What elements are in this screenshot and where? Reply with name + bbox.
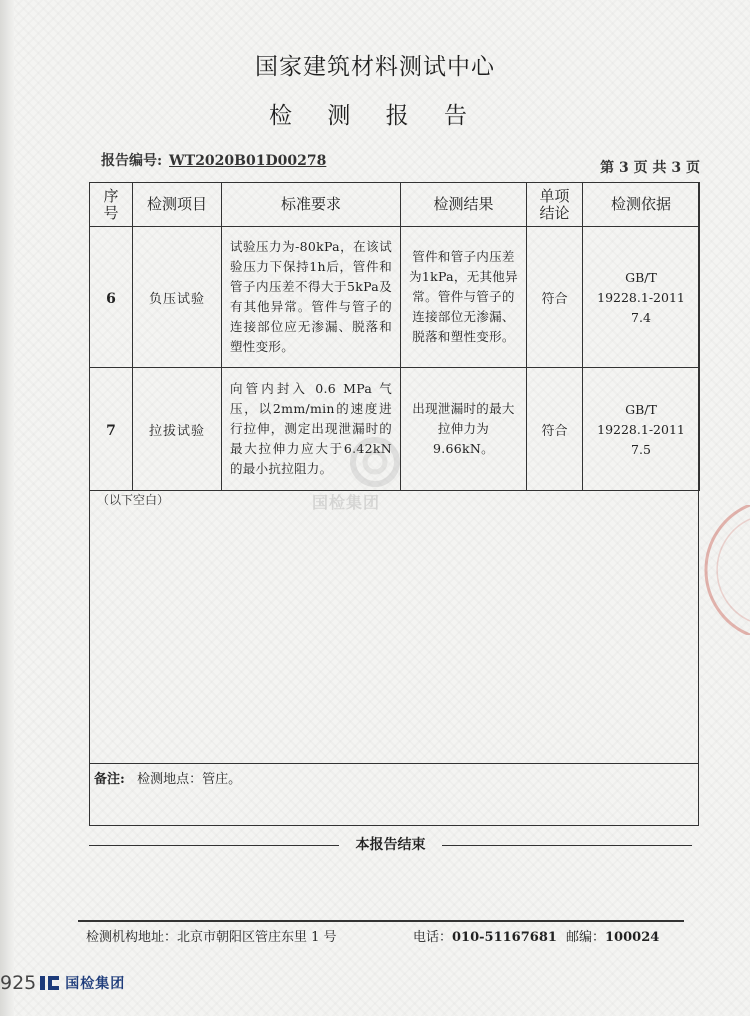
cell-item [133, 368, 222, 491]
cell-result [401, 227, 527, 368]
brand-logo-icon [39, 973, 61, 993]
row-result: 出现泄漏时的最大拉伸力为9.66kN。 [412, 401, 515, 456]
phone-label: 电话： [413, 930, 453, 945]
table-header-row [90, 183, 700, 227]
cell-seq [90, 227, 133, 368]
row-item: 负压试验 [148, 291, 205, 307]
row-seq: 6 [106, 290, 116, 307]
cell-verdict [527, 227, 583, 368]
header-basis: 检测依据 [583, 183, 700, 227]
footer-phone [413, 926, 557, 945]
row-basis: GB/T 19228.1-2011 7.4 [597, 270, 685, 325]
remarks-label: 备注: [94, 772, 125, 787]
report-number [101, 150, 326, 170]
blank-below-note: （以下空白） [97, 493, 170, 507]
binding-spine [0, 0, 14, 1016]
brand-name: 国检集团 [65, 976, 126, 992]
end-rule-left [89, 845, 339, 846]
footer-divider [78, 920, 684, 922]
cell-item [133, 227, 222, 368]
header-result: 检测结果 [401, 183, 527, 227]
phone-value: 010-51167681 [452, 930, 557, 945]
row-requirement: 向管内封入 0.6 MPa 气压，以2mm/min的速度进行拉伸，测定出现泄漏时的最大拉伸力应大于6.42kN的最小抗拉阻力。 [230, 381, 392, 476]
remarks-text: 检测地点：管庄。 [137, 772, 242, 787]
report-number-value: WT2020B01D00278 [169, 153, 327, 169]
row-item: 拉拔试验 [148, 423, 205, 439]
header-item: 检测项目 [133, 183, 222, 227]
remarks [94, 768, 241, 787]
cell-seq [90, 368, 133, 491]
address-label: 检测机构地址： [86, 930, 178, 945]
row-seq: 7 [106, 422, 116, 439]
footer-address [86, 926, 337, 945]
header-seq: 序 号 [90, 183, 133, 227]
official-seal-fragment-icon [700, 505, 750, 635]
remarks-divider [89, 763, 699, 764]
row-verdict: 符合 [541, 291, 568, 307]
end-of-report-text: 本报告结束 [355, 837, 426, 853]
cell-verdict [527, 368, 583, 491]
row-verdict: 符合 [541, 423, 568, 439]
watermark-text: 国检集团 [312, 493, 381, 512]
cell-basis [583, 368, 700, 491]
end-rule-right [442, 845, 692, 846]
row-result: 管件和管子内压差为1kPa，无其他异常。管件与管子的连接部位无渗漏、脱落和塑性变形。 [409, 249, 518, 344]
address-value: 北京市朝阳区管庄东里 1 号 [177, 930, 337, 945]
end-of-report-marker [89, 834, 692, 854]
organization-title: 国家建筑材料测试中心 [255, 54, 495, 80]
cell-result [401, 368, 527, 491]
header-requirement: 标准要求 [222, 183, 401, 227]
bottom-brand-strip [0, 970, 125, 996]
edge-page-number: 925 [0, 972, 37, 994]
report-number-label: 报告编号: [101, 153, 163, 169]
postcode-label: 邮编： [566, 930, 606, 945]
row-basis: GB/T 19228.1-2011 7.5 [597, 402, 685, 457]
page-indicator: 第 3 页 共 3 页 [600, 160, 700, 176]
cell-basis [583, 227, 700, 368]
cell-requirement [222, 227, 401, 368]
table-row [90, 227, 700, 368]
watermark-logo-icon [345, 432, 405, 492]
footer-postcode [566, 926, 659, 945]
document-title: 检 测 报 告 [269, 103, 481, 129]
header-verdict: 单项 结论 [527, 183, 583, 227]
row-requirement: 试验压力为-80kPa，在该试验压力下保持1h后，管件和管子内压差不得大于5kPa及有其他异常。管件与管子的连接部位应无渗漏、脱落和塑性变形。 [230, 239, 392, 354]
postcode-value: 100024 [605, 930, 660, 945]
